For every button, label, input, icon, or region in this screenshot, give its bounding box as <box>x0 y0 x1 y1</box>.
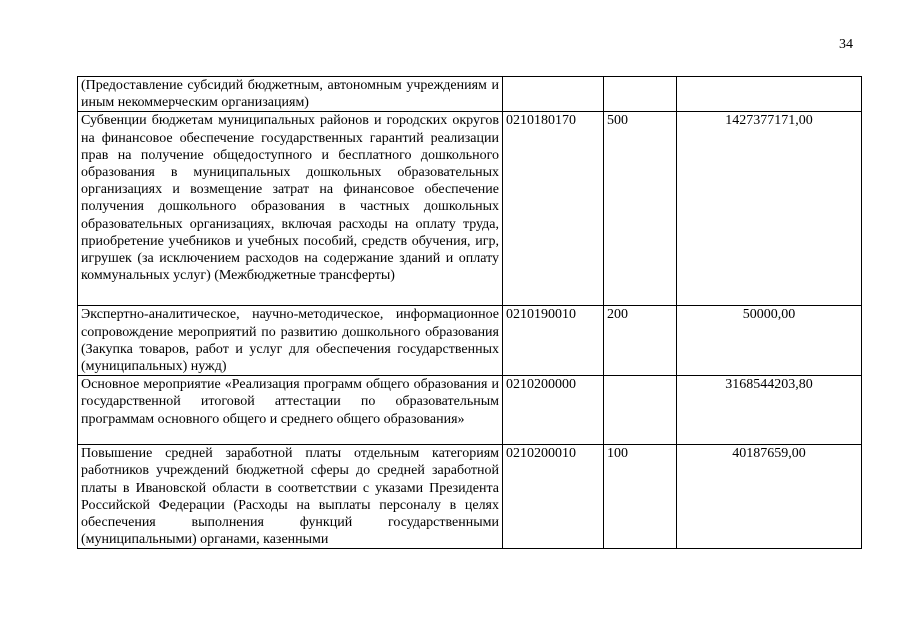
row-description: Основное мероприятие «Реализация программ общего образования и государственной итоговой аттестации по образовательным программам основного общего и среднего общего образования» <box>78 376 503 445</box>
table-row <box>78 306 862 376</box>
row-target-code: 0210190010 <box>503 306 604 376</box>
row-amount: 3168544203,80 <box>677 376 862 445</box>
row-expense-type: 100 <box>604 445 677 549</box>
row-target-code: 0210200000 <box>503 376 604 445</box>
table-row <box>78 445 862 549</box>
page-number: 34 <box>839 37 853 52</box>
row-amount: 1427377171,00 <box>677 112 862 306</box>
row-description: Субвенции бюджетам муниципальных районов и городских округов на финансовое обеспечение государственных гарантий реализации прав на получение общедоступного и бесплатного дошкольного образования в муниципальных дошкольных образовательных организациях и возмещение затрат на финансовое обеспечение получения дошкольного образования в частных дошкольных образовательных организациях, включая расходы на оплату труда, приобретение учебников и учебных пособий, средств обучения, игр, игрушек (за исключением расходов на содержание зданий и оплату коммунальных услуг) (Межбюджетные трансферты) <box>78 112 503 306</box>
row-expense-type <box>604 77 677 112</box>
table-row <box>78 77 862 112</box>
row-description: (Предоставление субсидий бюджетным, автономным учреждениям и иным некоммерческим организациям) <box>78 77 503 112</box>
row-target-code: 0210200010 <box>503 445 604 549</box>
table-row <box>78 376 862 445</box>
row-description: Повышение средней заработной платы отдельным категориям работников учреждений бюджетной сферы до средней заработной платы в Ивановской области в соответствии с указами Президента Российской Федерации (Расходы на выплаты персоналу в целях обеспечения выполнения функций государственными (муниципальными) органами, казенными <box>78 445 503 549</box>
row-amount: 50000,00 <box>677 306 862 376</box>
row-amount <box>677 77 862 112</box>
row-expense-type: 200 <box>604 306 677 376</box>
row-target-code: 0210180170 <box>503 112 604 306</box>
row-description: Экспертно-аналитическое, научно-методическое, информационное сопровождение мероприятий по развитию дошкольного образования (Закупка товаров, работ и услуг для обеспечения государственных (муниципальных) нужд) <box>78 306 503 376</box>
row-target-code <box>503 77 604 112</box>
table-row <box>78 112 862 306</box>
budget-table <box>77 76 862 549</box>
row-expense-type: 500 <box>604 112 677 306</box>
row-expense-type <box>604 376 677 445</box>
row-amount: 40187659,00 <box>677 445 862 549</box>
